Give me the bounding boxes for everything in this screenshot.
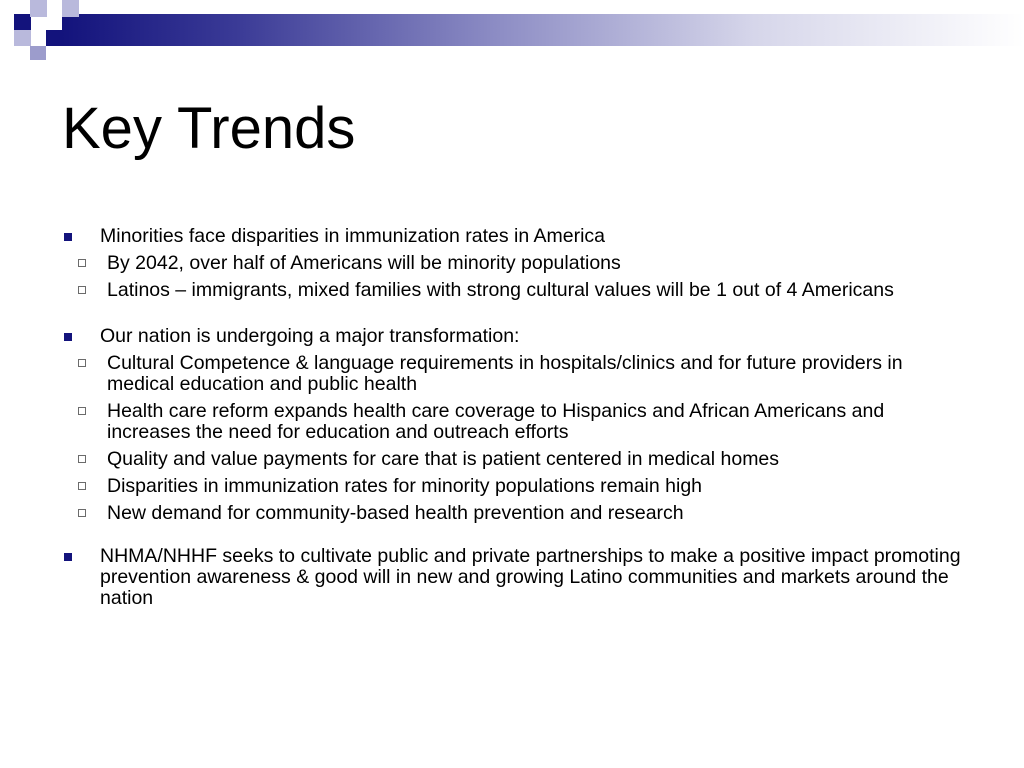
bullet-item xyxy=(62,326,962,347)
sub-bullet-text: Disparities in immunization rates for minority populations remain high xyxy=(107,475,703,497)
hollow-square-bullet-icon xyxy=(78,407,86,415)
sub-bullet-item xyxy=(62,401,962,443)
deco-square-dark xyxy=(46,30,62,46)
hollow-square-bullet-icon xyxy=(78,509,86,517)
sub-bullet-item xyxy=(62,476,962,497)
sub-bullet-item xyxy=(62,449,962,470)
sub-bullet-item xyxy=(62,503,962,524)
sub-bullet-text: Quality and value payments for care that is patient centered in medical homes xyxy=(107,448,780,470)
sub-bullet-item xyxy=(62,353,962,395)
hollow-square-bullet-icon xyxy=(78,286,86,294)
slide-title: Key Trends xyxy=(62,96,356,161)
bullet-item xyxy=(62,546,962,609)
square-bullet-icon xyxy=(64,333,72,341)
sub-bullet-item xyxy=(62,280,962,301)
sub-bullet-text: Cultural Competence & language requirements in hospitals/clinics and for future providers in medical education and public health xyxy=(107,352,903,395)
sub-bullet-list xyxy=(62,353,962,524)
bullet-list xyxy=(62,226,962,609)
sub-bullet-item xyxy=(62,253,962,274)
square-bullet-icon xyxy=(64,553,72,561)
sub-bullet-text: Health care reform expands health care coverage to Hispanics and African Americans and increases the need for education and outreach efforts xyxy=(107,400,885,443)
bullet-text: Minorities face disparities in immunization rates in America xyxy=(100,225,606,247)
header-decoration xyxy=(0,0,1024,64)
sub-bullet-text: By 2042, over half of Americans will be minority populations xyxy=(107,252,621,274)
bullet-text: Our nation is undergoing a major transformation: xyxy=(100,325,520,347)
sub-bullet-text: Latinos – immigrants, mixed families with strong cultural values will be 1 out of 4 Americans xyxy=(107,279,894,301)
bullet-item xyxy=(62,226,962,247)
hollow-square-bullet-icon xyxy=(78,259,86,267)
sub-bullet-list xyxy=(62,253,962,301)
sub-bullet-text: New demand for community-based health prevention and research xyxy=(107,502,684,524)
deco-square-light xyxy=(30,46,46,60)
deco-square-light xyxy=(62,0,79,17)
hollow-square-bullet-icon xyxy=(78,482,86,490)
header-gradient-bar xyxy=(62,14,1024,46)
hollow-square-bullet-icon xyxy=(78,455,86,463)
deco-square-light xyxy=(30,0,47,17)
bullet-text: NHMA/NHHF seeks to cultivate public and private partnerships to make a positive impact promoting prevention awareness & good will in new and growing Latino communities and markets around the nation xyxy=(100,545,961,609)
hollow-square-bullet-icon xyxy=(78,359,86,367)
deco-square-light xyxy=(14,30,31,46)
square-bullet-icon xyxy=(64,233,72,241)
deco-square-dark xyxy=(14,14,31,31)
